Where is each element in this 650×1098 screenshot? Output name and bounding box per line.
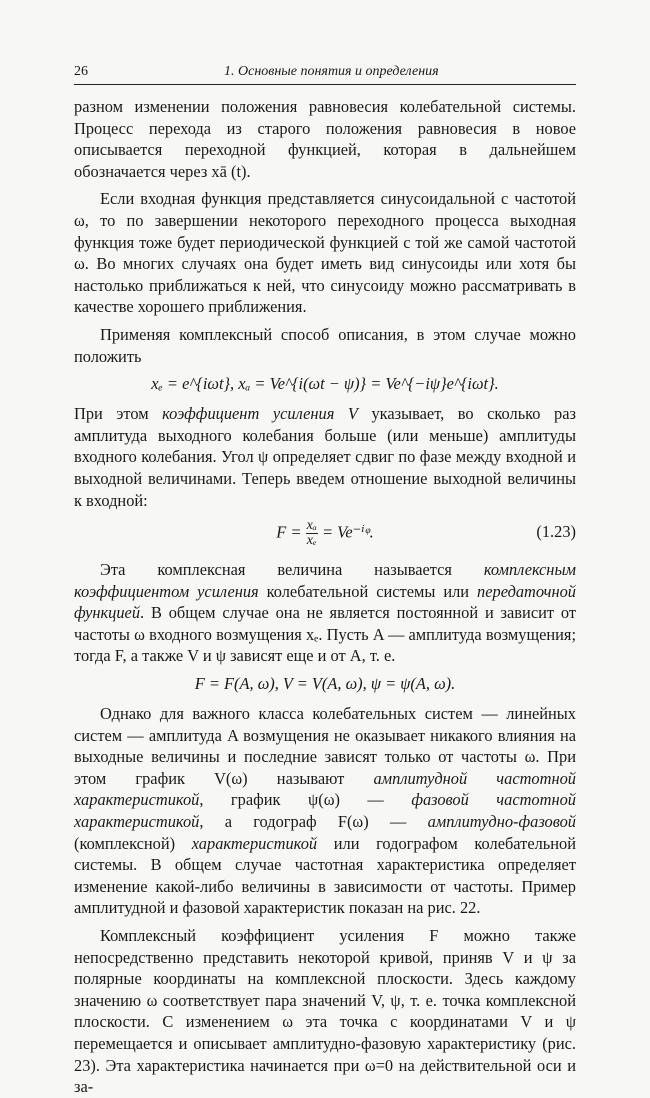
- formula-2-rhs: = Ve⁻ⁱᵠ.: [322, 522, 374, 542]
- term-phase-response: фазовой частотной характеристикой: [74, 790, 576, 832]
- paragraph-5: [74, 559, 576, 667]
- paragraph-1: разном изменении положения равновесия колебательной системы. Процесс перехода из старого положения равновесия в новое описывается переходной функцией, которая в дальнейшем обозначается через xā (t).: [74, 97, 576, 181]
- paragraph-3: Применяя комплексный способ описания, в этом случае можно положить: [74, 324, 576, 366]
- p6-text-a: Однако для важного класса колебательных систем — линейных систем — амплитуда A возмущения не оказывает никакого влияния на выходные величины и последние зависят только от частоты ω. При этом график V(ω) называют: [74, 704, 576, 788]
- p6-text-c: , а годограф F(ω) —: [199, 812, 428, 832]
- running-title: 1. Основные понятия и определения: [224, 64, 439, 79]
- formula-2-fraction: [306, 519, 318, 548]
- paragraph-7: Комплексный коэффициент усиления F можно также непосредственно представить некоторой кривой, приняв V и ψ за полярные координаты на комплексной плоскости. Здесь каждому значению ω соответствует пара значений V, ψ, т. е. точка комплексной плоскости. С изменением ω эта точка с координатами V и ψ перемещается и описывает амплитудно-фазовую характеристику (рис. 23). Эта характеристика начинается при ω=0 на действительной оси и за-: [74, 926, 576, 1097]
- p5-text-b: колебательной системы или: [258, 581, 478, 601]
- header-rule: [74, 84, 576, 85]
- formula-3-text: F = F(A, ω), V = V(A, ω), ψ = ψ(A, ω).: [194, 674, 456, 694]
- formula-1-text: xₑ = e^{iωt}, xₐ = Ve^{i(ωt − ψ)} = Ve^{−iψ}e^{iωt}.: [151, 374, 499, 394]
- formula-2: [74, 518, 576, 549]
- formula-2-denominator: xₑ: [306, 533, 317, 549]
- term-amplitude-response: амплитудной частотной характеристикой: [74, 768, 576, 810]
- p6-text-e: или годографом колебательной системы. В общем случае частотная характеристика определяет изменение какой-либо величины в зависимости от частоты. Пример амплитудной и фазовой характеристик показан на рис. 22.: [74, 833, 576, 918]
- formula-2-numerator: xₐ: [306, 518, 317, 534]
- equation-number: (1.23): [536, 522, 576, 542]
- paragraph-6: [74, 703, 576, 919]
- p6-text-b: , график ψ(ω) —: [199, 790, 412, 810]
- paragraph-2: Если входная функция представляется синусоидальной с частотой ω, то по завершении некоторого переходного процесса выходная функция тоже будет периодической функцией с той же самой частотой ω. Во многих случаях она будет иметь вид синусоиды или хотя бы настолько приближаться к ней, что синусоиду можно рассматривать в качестве хорошего приближения.: [74, 189, 576, 317]
- p6-text-d: (комплексной): [74, 833, 192, 853]
- page-body: [74, 96, 576, 1098]
- p5-text-c: . В общем случае она не является постоянной и зависит от частоты ω входного возмущения xₑ. Пусть A — амплитуда возмущения; тогда F, а также V и ψ зависят еще и от A, т. е.: [74, 603, 576, 666]
- page-header: [74, 64, 576, 84]
- paragraph-4: [74, 403, 576, 511]
- formula-1: [74, 371, 576, 397]
- term-gain: коэффициент усиления V: [162, 404, 358, 424]
- term-characteristic: характеристикой: [191, 833, 318, 853]
- p4-text-a: При этом: [74, 404, 163, 424]
- page-number: 26: [74, 64, 88, 79]
- term-amplitude-phase: амплитудно-фазовой: [427, 812, 576, 832]
- p5-text-a: Эта комплексная величина называется: [100, 560, 484, 580]
- formula-2-lhs: F =: [276, 522, 302, 542]
- formula-3: [74, 671, 576, 697]
- p4-text-b: указывает, во сколько раз амплитуда выходного колебания больше (или меньше) амплитуды входного колебания. Угол ψ определяет сдвиг по фазе между входной и выходной величинами. Теперь введем отношение выходной величины к входной:: [74, 404, 576, 510]
- term-complex-gain: комплексным коэффициентом усиления: [74, 560, 576, 601]
- term-transfer-function: передаточной функцией: [74, 581, 576, 623]
